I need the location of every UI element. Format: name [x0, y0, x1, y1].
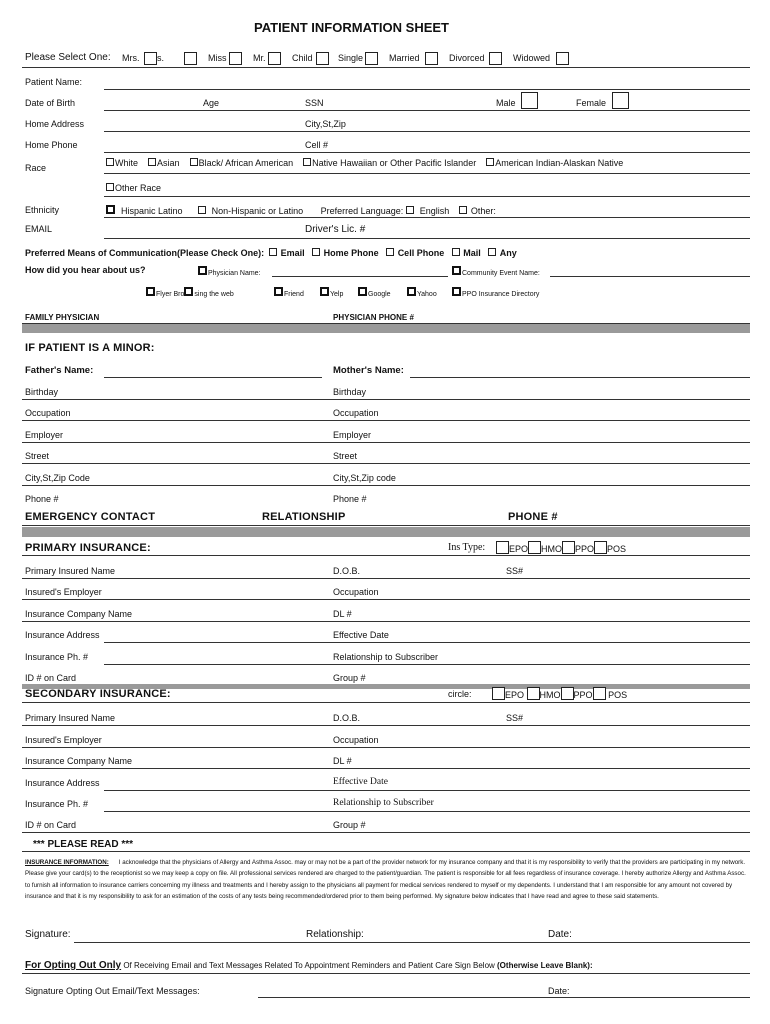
- hear-yelp-checkbox[interactable]: [320, 287, 329, 296]
- secondary-occupation-label: Occupation: [333, 735, 379, 745]
- title-ms: s.: [157, 53, 165, 63]
- patient-name-field[interactable]: [104, 89, 750, 90]
- primary-line: [22, 555, 750, 556]
- hear-yahoo: Yahoo: [407, 287, 437, 298]
- secondary-line: [22, 702, 750, 703]
- father-occupation-label: Occupation: [25, 408, 71, 418]
- opt-out-signature-field[interactable]: [258, 997, 750, 998]
- hear-google: Google: [358, 287, 391, 298]
- mrs-checkbox[interactable]: [144, 52, 157, 65]
- primary-relationship-label: Relationship to Subscriber: [333, 652, 439, 662]
- father-name-label: Father's Name:: [25, 365, 94, 376]
- occupation-field[interactable]: [22, 420, 750, 421]
- mother-street-label: Street: [333, 451, 358, 461]
- ins-type-label: Ins Type:: [448, 542, 486, 553]
- cell-label: Cell #: [305, 140, 329, 150]
- primary-dob-label: D.O.B.: [333, 566, 361, 576]
- status-married: Married: [389, 53, 420, 63]
- home-address-field[interactable]: [104, 131, 750, 132]
- primary-hmo-checkbox[interactable]: [528, 541, 541, 554]
- eth-non-checkbox[interactable]: [198, 206, 206, 214]
- primary-pos-checkbox[interactable]: [594, 541, 607, 554]
- race-other: Other Race: [106, 183, 161, 193]
- secondary-insurance-header: SECONDARY INSURANCE:: [25, 688, 171, 700]
- title-mr: Mr.: [253, 53, 266, 63]
- secondary-dl-label: DL #: [333, 756, 352, 766]
- father-name-field[interactable]: [104, 377, 322, 378]
- child-checkbox[interactable]: [316, 52, 329, 65]
- race-black-checkbox[interactable]: [190, 158, 198, 166]
- ethnicity-label: Ethnicity: [25, 205, 60, 215]
- secondary-group-label: Group #: [333, 820, 366, 830]
- race-options: White Asian Black/ African American Native Hawaiian or Other Pacific Islander American Indian-Alaskan Native: [106, 158, 623, 168]
- primary-ppo-checkbox[interactable]: [562, 541, 575, 554]
- secondary-line-bottom: [22, 832, 750, 833]
- secondary-effective-label: Effective Date: [333, 777, 388, 787]
- opt-out-heading: For Opting Out Only: [25, 960, 122, 971]
- female-checkbox[interactable]: [612, 92, 629, 109]
- insurance-information-paragraph: [25, 857, 749, 903]
- comm-mail-checkbox[interactable]: [452, 248, 460, 256]
- secondary-pos-checkbox[interactable]: [593, 687, 606, 700]
- primary-epo-checkbox[interactable]: [496, 541, 509, 554]
- opt-out-line: [22, 973, 750, 974]
- race-other-checkbox[interactable]: [106, 183, 114, 191]
- father-employer-label: Employer: [25, 430, 64, 440]
- secondary-circle-label: circle:: [448, 689, 472, 699]
- hear-label: How did you hear about us?: [25, 265, 146, 275]
- secondary-employer-label: Insured's Employer: [25, 735, 102, 745]
- page-title: PATIENT INFORMATION SHEET: [254, 20, 449, 35]
- married-checkbox[interactable]: [425, 52, 438, 65]
- comm-cell-checkbox[interactable]: [386, 248, 394, 256]
- father-birthday-label: Birthday: [25, 387, 59, 397]
- signature-field[interactable]: [74, 942, 750, 943]
- secondary-hmo-checkbox[interactable]: [527, 687, 540, 700]
- section-bar: [22, 527, 750, 537]
- primary-insurance-header: PRIMARY INSURANCE:: [25, 542, 151, 554]
- emergency-line: [22, 525, 750, 526]
- hear-ppo: PPO Insurance Directory: [452, 287, 539, 298]
- mother-birthday-label: Birthday: [333, 387, 367, 397]
- race-other-line: [104, 196, 750, 197]
- opt-out-signature-label: Signature Opting Out Email/Text Messages:: [25, 986, 200, 996]
- primary-employer-field[interactable]: [22, 599, 750, 600]
- secondary-relationship-label: Relationship to Subscriber: [333, 798, 434, 808]
- emergency-contact-label: EMERGENCY CONTACT: [25, 511, 156, 523]
- mr-checkbox[interactable]: [268, 52, 281, 65]
- city-label: City,St,Zip: [305, 119, 346, 129]
- hear-friend-checkbox[interactable]: [274, 287, 283, 296]
- race-asian-checkbox[interactable]: [148, 158, 156, 166]
- divorced-checkbox[interactable]: [489, 52, 502, 65]
- mother-name-field[interactable]: [410, 377, 750, 378]
- hear-google-checkbox[interactable]: [358, 287, 367, 296]
- hear-flyer-checkbox[interactable]: [146, 287, 155, 296]
- mother-employer-label: Employer: [333, 430, 372, 440]
- lang-english-checkbox[interactable]: [406, 206, 414, 214]
- relationship-label: Relationship:: [306, 929, 364, 940]
- patient-name-label: Patient Name:: [25, 77, 83, 87]
- primary-phone-label: Insurance Ph. #: [25, 652, 89, 662]
- dob-label: Date of Birth: [25, 98, 76, 108]
- secondary-id-label: ID # on Card: [25, 820, 77, 830]
- male-label: Male: [496, 98, 516, 108]
- insurance-information-label: INSURANCE INFORMATION:: [25, 859, 109, 866]
- primary-effective-label: Effective Date: [333, 630, 389, 640]
- single-checkbox[interactable]: [365, 52, 378, 65]
- home-address-label: Home Address: [25, 119, 85, 129]
- secondary-type-options: EPO HMO PPO POS: [492, 687, 627, 700]
- divider: [22, 67, 750, 68]
- mother-occupation-label: Occupation: [333, 408, 379, 418]
- primary-company-field[interactable]: [22, 621, 750, 622]
- widowed-checkbox[interactable]: [556, 52, 569, 65]
- primary-group-label: Group #: [333, 673, 366, 683]
- status-divorced: Divorced: [449, 53, 485, 63]
- physician-phone-label: PHYSICIAN PHONE #: [333, 313, 414, 322]
- family-physician-label: FAMILY PHYSICIAN: [25, 313, 100, 322]
- opt-out-date-label: Date:: [548, 986, 570, 996]
- emergency-relationship-label: RELATIONSHIP: [262, 511, 346, 523]
- female-label: Female: [576, 98, 607, 108]
- ssn-label: SSN: [305, 98, 324, 108]
- secondary-phone-label: Insurance Ph. #: [25, 799, 89, 809]
- please-read-label: *** PLEASE READ ***: [33, 839, 134, 850]
- race-white-checkbox[interactable]: [106, 158, 114, 166]
- drivers-lic-label: Driver's Lic. #: [305, 224, 366, 235]
- hear-community: Community Event Name:: [452, 266, 540, 277]
- dob-field[interactable]: [104, 110, 750, 111]
- home-phone-label: Home Phone: [25, 140, 78, 150]
- title-child: Child: [292, 53, 313, 63]
- hear-browsing-checkbox[interactable]: [184, 287, 193, 296]
- primary-employer-label: Insured's Employer: [25, 587, 102, 597]
- secondary-dob-label: D.O.B.: [333, 713, 361, 723]
- secondary-company-label: Insurance Company Name: [25, 756, 133, 766]
- comm-email-checkbox[interactable]: [269, 248, 277, 256]
- primary-occupation-label: Occupation: [333, 587, 379, 597]
- email-field[interactable]: [104, 238, 750, 239]
- race-line: [104, 173, 750, 174]
- father-phone-label: Phone #: [25, 494, 59, 504]
- primary-address-label: Insurance Address: [25, 630, 100, 640]
- hear-community-checkbox[interactable]: [452, 266, 461, 275]
- mother-phone-label: Phone #: [333, 494, 367, 504]
- secondary-company-field[interactable]: [22, 768, 750, 769]
- section-bar: [22, 324, 750, 333]
- secondary-insured-name-field[interactable]: [22, 725, 750, 726]
- title-miss: Miss: [208, 53, 227, 63]
- race-label: Race: [25, 163, 47, 173]
- email-label: EMAIL: [25, 224, 53, 234]
- secondary-address-label: Insurance Address: [25, 778, 100, 788]
- ins-type-options: EPO HMO PPO POS: [496, 541, 626, 554]
- secondary-epo-checkbox[interactable]: [492, 687, 505, 700]
- physician-name-field[interactable]: [272, 276, 448, 277]
- primary-ss-label: SS#: [506, 566, 524, 576]
- secondary-address-field[interactable]: [104, 790, 750, 791]
- secondary-ppo-checkbox[interactable]: [561, 687, 574, 700]
- miss-checkbox[interactable]: [229, 52, 242, 65]
- opt-out-paren: (Otherwise Leave Blank):: [497, 961, 593, 970]
- opt-out-row: [25, 960, 593, 971]
- ms-checkbox[interactable]: [184, 52, 197, 65]
- father-street-label: Street: [25, 451, 50, 461]
- primary-address-field[interactable]: [104, 642, 750, 643]
- status-widowed: Widowed: [513, 53, 551, 63]
- secondary-insured-name-label: Primary Insured Name: [25, 713, 116, 723]
- city-field[interactable]: [22, 485, 750, 486]
- primary-dl-label: DL #: [333, 609, 352, 619]
- male-checkbox[interactable]: [521, 92, 538, 109]
- hear-yahoo-checkbox[interactable]: [407, 287, 416, 296]
- hear-physician-checkbox[interactable]: [198, 266, 207, 275]
- race-hawaiian-checkbox[interactable]: [303, 158, 311, 166]
- ethnicity-options: Hispanic Latino Non-Hispanic or Latino Preferred Language: English Other:: [106, 205, 496, 216]
- community-name-field[interactable]: [550, 276, 750, 277]
- race-native-checkbox[interactable]: [486, 158, 494, 166]
- primary-id-label: ID # on Card: [25, 673, 77, 683]
- select-one-label: Please Select One:: [25, 52, 111, 63]
- secondary-phone-field[interactable]: [104, 811, 750, 812]
- eth-hispanic-checkbox[interactable]: [106, 205, 115, 214]
- age-label: Age: [203, 98, 220, 108]
- hear-flyer: Flyer Bro sing the web: [146, 287, 234, 298]
- ethnicity-line: [104, 217, 750, 218]
- primary-company-label: Insurance Company Name: [25, 609, 133, 619]
- opt-out-text: Of Receiving Email and Text Messages Related To Appointment Reminders and Patient Care Sign Below: [121, 961, 498, 970]
- please-read-line: [22, 851, 750, 852]
- comm-any-checkbox[interactable]: [488, 248, 496, 256]
- hear-ppo-checkbox[interactable]: [452, 287, 461, 296]
- status-single: Single: [338, 53, 364, 63]
- hear-physician: Physician Name:: [198, 266, 261, 277]
- insurance-information-text: I acknowledge that the physicians of Allergy and Asthma Assoc. may or may not be a part of the provider network for my insurance company and that it is my responsibility to verify that the providers are participating in my network. Please give your card(s) to the receptionist so we may keep a copy on file. All professional services rendered are charged to the patient/guardian. The patient is responsible for all fees regardless of insurance coverage. I hereby authorize Allergy and Asthma Assoc. to furnish all information to insurance carriers concerning my illness and treatments and I hereby assign to the physicians all payment for medical services rendered to myself or my dependents. I understand that I am responsible for any amount not covered by insurance and that it is my responsibility to ask for an estimation of the costs of any tests being recommended/ordered prior to them being performed. My signature below indicates that I have read and agree to these said statements.: [25, 859, 746, 901]
- primary-phone-field[interactable]: [104, 664, 750, 665]
- home-phone-field[interactable]: [104, 152, 750, 153]
- primary-insured-name-label: Primary Insured Name: [25, 566, 116, 576]
- hear-friend: Friend: [274, 287, 304, 298]
- birthday-field[interactable]: [22, 399, 750, 400]
- employer-field[interactable]: [22, 442, 750, 443]
- hear-yelp: Yelp: [320, 287, 343, 298]
- secondary-ss-label: SS#: [506, 713, 524, 723]
- secondary-employer-field[interactable]: [22, 747, 750, 748]
- date-label: Date:: [548, 929, 572, 940]
- mother-city-label: City,St,Zip code: [333, 473, 396, 483]
- lang-other-checkbox[interactable]: [459, 206, 467, 214]
- street-field[interactable]: [22, 463, 750, 464]
- father-city-label: City,St,Zip Code: [25, 473, 90, 483]
- signature-label: Signature:: [25, 929, 71, 940]
- mother-name-label: Mother's Name:: [333, 365, 404, 376]
- primary-insured-name-field[interactable]: [22, 578, 750, 579]
- emergency-phone-label: PHONE #: [508, 511, 558, 523]
- minor-header: IF PATIENT IS A MINOR:: [25, 342, 155, 354]
- comm-row: Preferred Means of Communication(Please Check One): Email Home Phone Cell Phone Mail Any: [25, 248, 517, 258]
- select-one-row: [25, 52, 111, 63]
- comm-home-checkbox[interactable]: [312, 248, 320, 256]
- title-mrs: Mrs.: [122, 53, 140, 63]
